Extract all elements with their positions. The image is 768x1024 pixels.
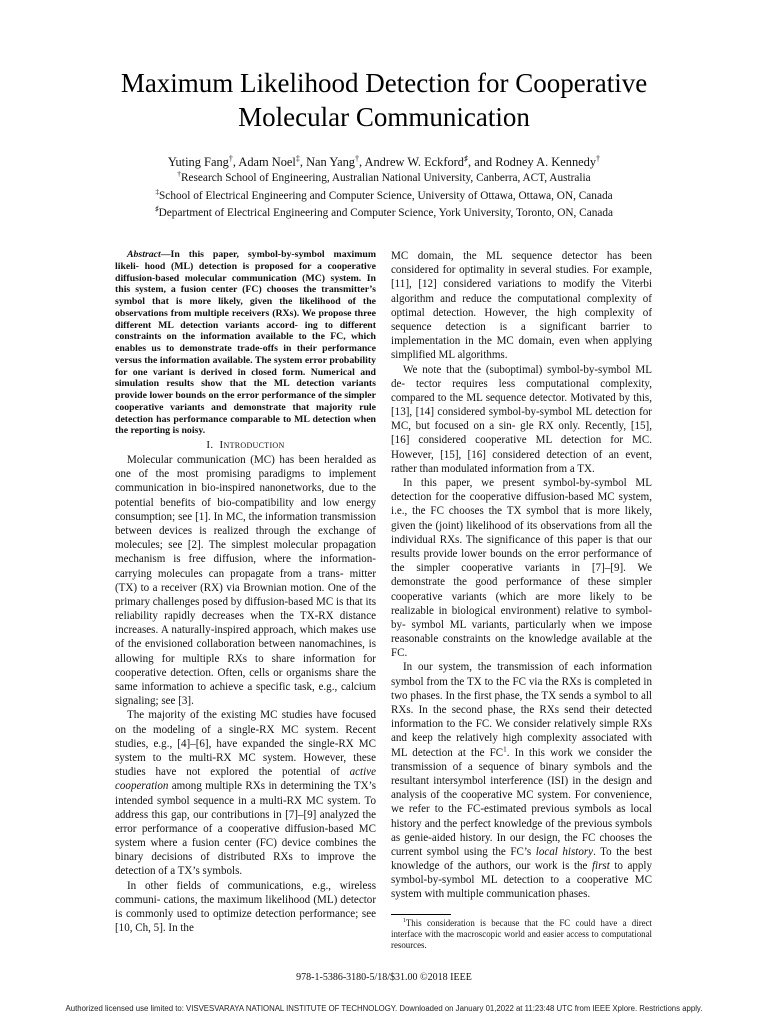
right-column (391, 249, 652, 951)
author-list (0, 154, 768, 170)
abstract (115, 249, 376, 437)
footnote-ref: 1 (503, 744, 507, 753)
paragraph: In our system, the transmission of each information symbol from the TX to the FC via the RXs is completed in two phases. In the first phase, the TX sends a symbol to all RXs. In the second phase, the RXs send their detected information to the FC. We consider relatively simple RXs and keep the relatively high complexity associated with ML detection at the $FC^1$. In this work we consider the transmission of a sequence of binary symbols and the resultant intersymbol interference (ISI) in the design and analysis of the cooperative MC system. For convenience, we refer to the FC-estimated previous symbols as local history and the perfect knowledge of the previous symbols as genie-aided history. In our design, the FC chooses the current symbol using the FC’s local history. To the best knowledge of the authors, our work is the first to apply symbol-by-symbol ML detection to a cooperative MC system with multiple communication phases. (391, 661, 653, 901)
page-footer: 978-1-5386-3180-5/18/$31.00 ©2018 IEEE (296, 972, 472, 983)
affiliation: †Research School of Engineering, Australian National University, Canberra, ACT, Australia (177, 169, 591, 184)
section-heading: I. Introduction (206, 439, 285, 451)
affiliation: ‡School of Electrical Engineering and Computer Science, University of Ottawa, Ottawa, ON, Canada (155, 187, 613, 202)
author: Rodney A. Kennedy† (495, 153, 601, 169)
author: Nan Yang†, (306, 153, 365, 169)
paragraph: We note that the (suboptimal) symbol-by-symbol ML de- tector requires less computational complexity, compared to the ML sequence detector. Motivated by this, [13], [14] considered symbol-by-symbol ML detection for MC, but focused on a sin- gle RX only. Recently, [15], [16] considered cooperative ML detection for MC. However, [15], [16] considered detection of an event, rather than modulated information from a TX. (391, 363, 652, 475)
abstract-text: —In this paper, symbol-by-symbol maximum likeli- hood (ML) detection is proposed for a cooperative diffusion-based molecular communication (MC) system. In this system, a fusion center (FC) chooses the transmitter’s symbol that is more likely, given the likelihood of the observations from multiple receivers (RXs). We propose three different ML detection variants accord- ing to different constraints on the information available to the FC, which enables us to demonstrate trade-offs in their performance versus the information available. The system error probability for one variant is derived in closed form. Numerical and simulation results show that the ML detection variants provide lower bounds on the error performance of the simpler cooperative variants and demonstrate that majority rule detection has performance comparable to ML detection when the reporting is noisy. (115, 249, 376, 437)
affiliation: ♯Department of Electrical Engineering and Computer Science, York University, Toronto, ON, Canada (154, 204, 614, 219)
title-line-2: Molecular Communication (238, 102, 530, 132)
author: Adam Noel‡, (238, 153, 307, 169)
abstract-label: Abstract (127, 249, 161, 260)
license-notice: Authorized licensed use limited to: VISVESVARAYA NATIONAL INSTITUTE OF TECHNOLOGY. Downloaded on January 01,2022 at 11:23:48 UTC from IEEE Xplore. Restrictions apply. (65, 1004, 703, 1013)
title-line-1: Maximum Likelihood Detection for Cooperative (120, 68, 648, 98)
paper-title (0, 66, 768, 134)
paragraph: The majority of the existing MC studies have focused on the modeling of a single-RX MC system. Recent studies, e.g., [4]–[6], have expanded the single-RX MC system to the multi-RX MC system. However, these studies have not explored the potential of active cooperation among multiple RXs in determining the TX’s intended symbol sequence in a multi-RX MC system. To address this gap, our contributions in [7]–[9] analyzed the error performance of a cooperative diffusion-based MC system where a fusion center (FC) device combines the binary decisions of distributed RXs to improve the detection of a TX’s symbols. (115, 709, 376, 878)
footnote-divider (391, 914, 451, 915)
paragraph: In other fields of communications, e.g., wireless communi- cations, the maximum likelihood (ML) detector is commonly used to optimize detection performance; see [10, Ch, 5]. In the (115, 879, 376, 935)
author: Yuting Fang†, (167, 153, 239, 169)
author: Andrew W. Eckford♯, and (364, 153, 496, 169)
paragraph: In this paper, we present symbol-by-symbol ML detection for the cooperative diffusion-based MC system, i.e., the FC chooses the TX symbol that is more likely, given the (joint) likelihood of its observations from all the individual RXs. The significance of this paper is that our results provide lower bounds on the error performance of the simpler cooperative variants in [7]–[9]. We demonstrate the good performance of these simpler cooperative variants (which are more likely to be realizable in biological environment) relative to symbol-by- symbol ML variants, particularly when we impose reasonable constraints on the knowledge available at the FC. (391, 477, 652, 660)
paragraph: Molecular communication (MC) has been heralded as one of the most promising paradigms to implement communication in bio-inspired nanonetworks, due to the potential benefits of bio-compatibility and low energy consumption; see [1]. In MC, the information transmission between devices is realized through the exchange of molecules; see [2]. The simplest molecular propagation mechanism is free diffusion, where the information-carrying molecules can propagate from a trans- mitter (TX) to a receiver (RX) via Brownian motion. One of the primary challenges posed by diffusion-based MC is that its reliability rapidly decreases when the TX-RX distance increases. A naturally-inspired approach, which makes use of the envisioned collaboration between nanomachines, is allowing for multiple RXs to share information for cooperative detection. Often, cells or organisms share the same information to achieve a specific task, e.g., calcium signaling; see [3]. (115, 454, 376, 708)
footnote: $^1$This consideration is because that the FC could have a direct interface with the macroscopic world and easier access to computational resources. (391, 917, 652, 950)
left-column (115, 249, 376, 935)
paragraph: MC domain, the ML sequence detector has been considered for optimality in several studies. For example, [11], [12] considered variations to modify the Viterbi algorithm and reduce the computational complexity of optimal detection. However, the high complexity of sequence detection is a significant barrier to implementation in the MC domain, even when applying simplified ML algorithms. (391, 250, 652, 362)
